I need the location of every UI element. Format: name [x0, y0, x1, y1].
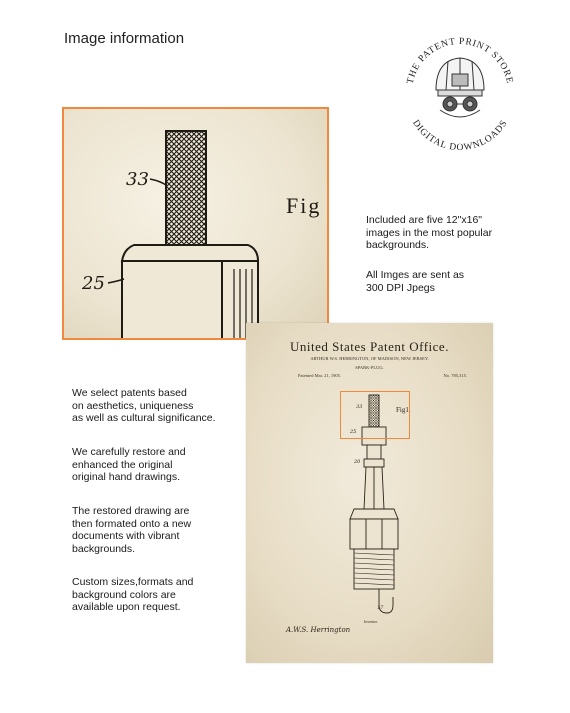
- patent-label-17: 17: [377, 605, 384, 611]
- patent-number: No. 785,315.: [443, 373, 467, 378]
- page-heading: Image information: [64, 30, 185, 47]
- svg-text:THE PATENT PRINT STORE: THE PATENT PRINT STORE: [405, 36, 515, 85]
- info-line: We select patents based: [72, 387, 187, 399]
- zoom-region-highlight: [340, 391, 410, 439]
- patent-label-20: 20: [354, 459, 361, 465]
- patent-print-store-logo: [392, 24, 528, 160]
- zoom-label-25: 25: [82, 273, 105, 294]
- info-line: enhanced the original: [72, 458, 173, 471]
- info-line: We carefully restore and: [72, 446, 186, 458]
- formatting-info: [72, 505, 191, 555]
- svg-text:DIGITAL DOWNLOADS: DIGITAL DOWNLOADS: [410, 118, 510, 154]
- info-line: documents with vibrant: [72, 530, 180, 542]
- zoomed-detail-view: [62, 107, 329, 340]
- info-line: background colors are: [72, 588, 176, 601]
- restoration-info: [72, 446, 186, 484]
- info-line: backgrounds.: [72, 542, 136, 555]
- info-line: backgrounds.: [366, 239, 430, 251]
- patent-office-title: United States Patent Office.: [290, 339, 449, 354]
- info-line: The restored drawing are: [72, 505, 190, 517]
- info-line: Included are five 12"x16": [366, 214, 483, 226]
- info-line: then formated onto a new: [72, 517, 192, 530]
- resolution-info: [366, 269, 464, 294]
- patent-inventor-line: ARTHUR W.S. HERRINGTON, OF MADISON, NEW JERSEY.: [310, 356, 429, 361]
- selection-info: [72, 387, 216, 425]
- zoom-fig-label: Fig: [286, 193, 322, 218]
- info-line: available upon request.: [72, 601, 181, 613]
- patent-inventor-caption: Inventor: [364, 619, 378, 624]
- patent-fig-label: Fig1.: [396, 406, 411, 414]
- info-line: 300 DPI Jpegs: [366, 281, 435, 294]
- info-line: as well as cultural significance.: [72, 412, 216, 424]
- info-line: on aesthetics, uniqueness: [72, 399, 194, 412]
- info-line: Custom sizes,formats and: [72, 576, 194, 588]
- info-line: images in the most popular: [366, 226, 493, 239]
- patent-signature: A.W.S. Herrington: [286, 626, 351, 634]
- patent-label-25: 25: [350, 429, 357, 435]
- patent-label-33: 33: [356, 404, 363, 410]
- info-line: original hand drawings.: [72, 471, 180, 483]
- zoom-label-33: 33: [126, 169, 149, 190]
- backgrounds-info: [366, 214, 492, 252]
- custom-info: [72, 576, 193, 614]
- info-line: All Imges are sent as: [366, 269, 465, 281]
- patent-print-preview: [246, 323, 493, 663]
- patent-date: Patented Mar. 21, 1905.: [298, 373, 341, 378]
- patent-invention-name: SPARK-PLUG.: [355, 365, 384, 370]
